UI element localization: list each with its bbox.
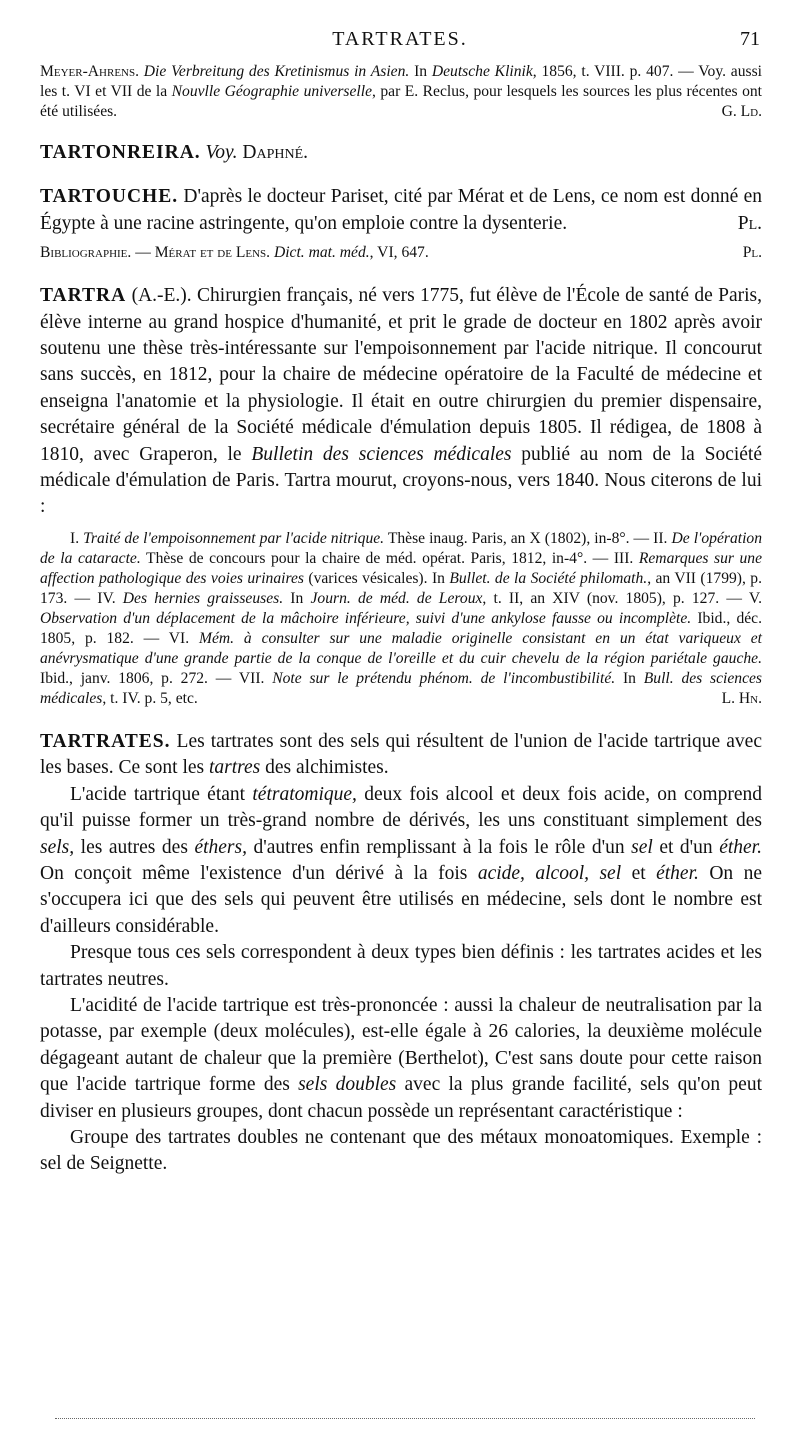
entry-tartra: TARTRA (A.-E.). Chirurgien français, né vers 1775, fut élève de l'École de santé de Paris, élève interne au grand hospice d'humanité, et prit le grade de docteur en 1802 après avoir soutenu une thèse très-intéressante sur l'empoisonnement par l'acide nitrique. Il concourut sans succès, en 1812, pour la chaire de médecine opératoire de la Faculté de médecine et enseigna l'anatomie et la physiologie. Il était en outre chirurgien du premier dispensaire, secrétaire général de la Société médicale d'émulation depuis 1805. Il rédigea, de 1808 à 1810, avec Graperon, le Bulletin des sciences médicales publié au nom de la Société médicale d'émulation de Paris. Tartra mourut, croyons-nous, vers 1840. Nous citerons de lui : — [40, 285, 763, 518]
bibliography-label: Bibliographie. — [40, 244, 132, 262]
work-title: Die Verbreitung des Kretinismus in Asien. — [143, 63, 410, 80]
meyer-reference: Meyer-Ahrens. Die Verbreitung des Kretinismus in Asien. In Deutsche Klinik, 1856, t. VIII. p. 407. — Voy. aussi les t. VI et VII de la Nouvlle Géographie universelle, par E. Reclus, pour lesquels les sources les plus récentes ont été utilisées. G. Ld. — [40, 63, 763, 120]
running-title: TARTRATES. — [332, 28, 468, 50]
signature: Pl. — [742, 244, 762, 262]
journal-title: Dict. mat. méd. — [273, 244, 370, 262]
entry-head: TARTONREIRA. — [40, 142, 201, 163]
entry-tartonreira — [40, 140, 762, 166]
tartrates-paragraph: Presque tous ces sels correspondent à deux types bien définis : les tartrates acides et les tartrates neutres. — [40, 942, 762, 990]
signature: G. Ld. — [721, 103, 762, 120]
tartrates-paragraph: Groupe des tartrates doubles ne contenant que des métaux monoatomiques. Exemple : sel de Seignette. — [40, 1126, 762, 1175]
work-title: Nouvlle Géographie universelle — [171, 83, 372, 100]
signature: Pl. — [737, 212, 762, 234]
cross-ref-voy: Voy. — [205, 142, 238, 163]
entry-head: TARTOUCHE. — [40, 186, 179, 208]
author-name: Meyer-Ahrens. — [40, 63, 139, 80]
entry-tartouche: TARTOUCHE. D'après le docteur Pariset, cité par Mérat et de Lens, ce nom est donné en Égypte à une racine astringente, qu'on emploie contre la dysenterie. Pl. — [40, 184, 762, 237]
tartrates-paragraph: L'acidité de l'acide tartrique est très-prononcée : aussi la chaleur de neutralisation par la potasse, par exemple (deux molécules), est-elle égale à 26 calories, la deuxième molécule dégageant autant de chaleur que la première (Berthelot), C'est sans doute pour cette raison que l'acide tartrique forme des sels doubles avec la plus grande facilité, sels qu'on peut diviser en plusieurs groupes, dont chacun possède un représentant caractéristique : — [40, 994, 762, 1122]
entry-head: TARTRA — [40, 285, 127, 307]
tartra-works: I. Traité de l'empoisonnement par l'acide nitrique. Thèse inaug. Paris, an X (1802), in-8°. — II. De l'opération de la cataracte. Thèse de concours pour la chaire de méd. opérat. Paris, 1812, in-4°. — III. Remarques sur une affection pathologique des voies urinaires (varices vésicales). In Bullet. de la Société philomath., an VII (1799), p. 173. — IV. Des hernies graisseuses. In Journ. de méd. de Leroux, t. II, an XIV (nov. 1805), p. 127. — V. Observation d'un déplacement de la mâchoire inférieure, suivi d'une ankylose fausse ou incomplète. Ibid., déc. 1805, p. 182. — VI. Mém. à consulter sur une maladie originelle consistant en un état variqueux et anévrysmatique d'une grande partie de la conque de l'oreille et du cuir chevelu de la région pariétale gauche. Ibid., janv. 1806, p. 272. — VII. Note sur le prétendu phénom. de l'incombustibilité. In Bull. des sciences médicales, t. IV. p. 5, etc. L. Hn. — [40, 529, 763, 707]
footer-rule — [55, 1418, 755, 1419]
tartrates-paragraph: L'acide tartrique étant tétratomique, deux fois alcool et deux fois acide, on comprend qu'il puisse former un très-grand nombre de dérivés, les uns constituant simplement des sels, les autres des éthers, d'autres enfin remplissant à la fois le rôle d'un sel et d'un éther. On conçoit même l'existence d'un dérivé à la fois acide, alcool, sel et éther. On ne s'occupera ici que des sels qui peuvent être utilisés en médecine, sels dont le nombre est d'ailleurs considérable. — [40, 783, 763, 937]
page-header — [40, 28, 760, 56]
page-number: 71 — [740, 28, 760, 50]
entry-tartrates: TARTRATES. Les tartrates sont des sels qui résultent de l'union de l'acide tartrique avec les bases. Ce sont les tartres des alchimistes. — [40, 730, 762, 779]
page-content — [40, 62, 762, 1178]
entry-head: TARTRATES. — [40, 730, 171, 752]
journal-title: Deutsche Klinik — [431, 63, 533, 80]
tartouche-bibliography: Bibliographie. — Mérat et de Lens. Dict. mat. méd., VI, 647. Pl. — [40, 244, 762, 262]
journal-title: Bulletin des sciences médicales — [251, 443, 512, 465]
cross-ref: Daphné. — [242, 142, 309, 163]
signature: L. Hn. — [721, 689, 762, 707]
